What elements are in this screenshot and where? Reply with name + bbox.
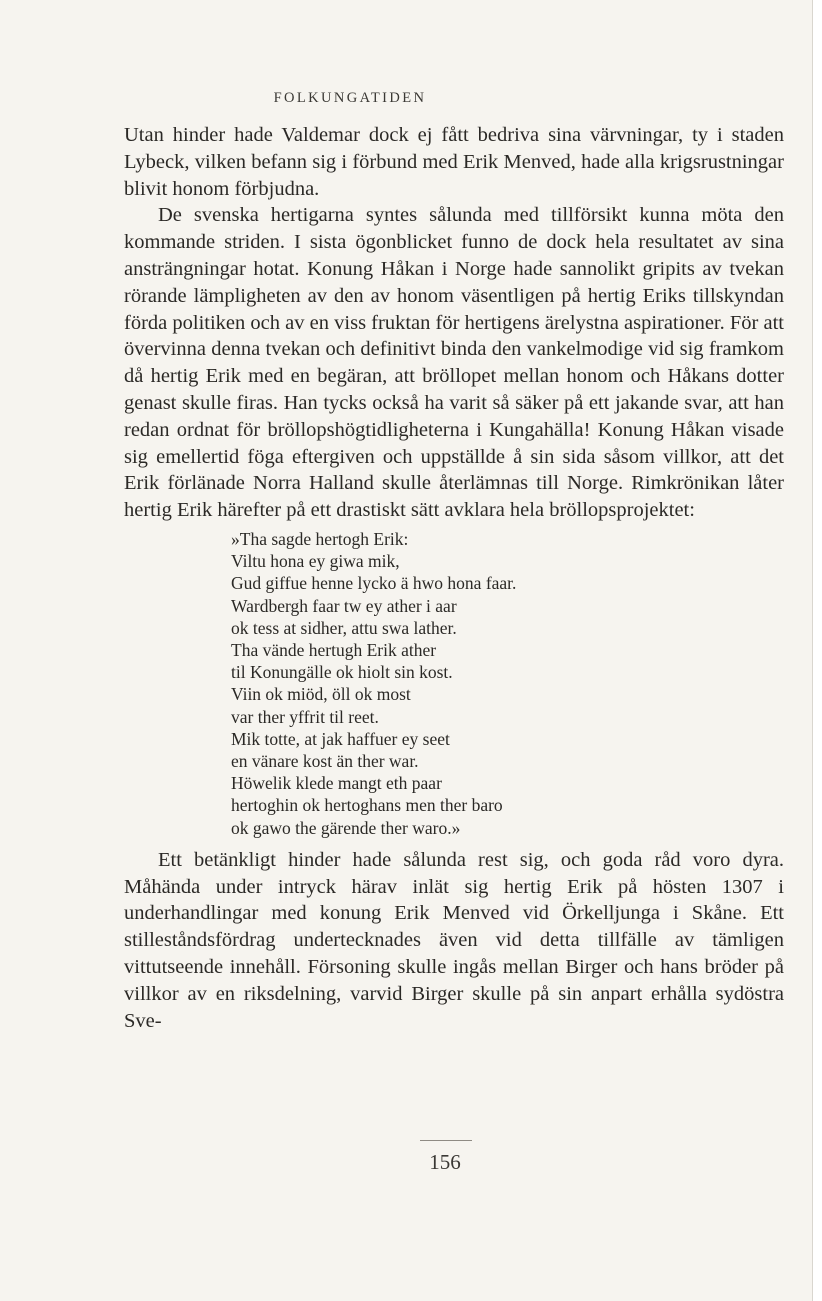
paragraph-1: Utan hinder hade Valdemar dock ej fått bedriva sina värvningar, ty i staden Lybeck, vilken befann sig i förbund med Erik Menved, hade alla krigsrustningar blivit honom förbjudna.: [124, 124, 784, 200]
poem-line: Tha vände hertugh Erik ather: [231, 639, 437, 660]
poem-line: Mik totte, at jak haffuer ey seet: [231, 728, 450, 749]
paragraph-2: De svenska hertigarna syntes sålunda med tillförsikt kunna möta den kommande striden. I sista ögonblicket funno de dock hela resultatet av sina ansträngningar hotat. Konung Håkan i Norge hade sannolikt gripits av tvekan rörande lämpligheten av den av honom väsentligen på hertig Eriks tillskyndan förda politiken och av en viss fruktan för hertigens ärelystna aspirationer. För att övervinna denna tvekan och definitivt binda den vankelmodige vid sig framkom då hertig Erik med en begäran, att bröllopet mellan honom och Håkans dotter genast skulle firas. Han tycks också ha varit så säker på ett jakande svar, att han redan ordnat för bröllopshögtidligheterna i Kungahälla! Konung Håkan visade sig emellertid föga eftergiven och uppställde å sin sida såsom villkor, att det Erik förlänade Norra Halland skulle återlämnas till Norge. Rimkrönikan låter hertig Erik härefter på ett drastiskt sätt avklara hela bröllopsprojektet:: [124, 204, 784, 522]
poem-line: Wardbergh faar tw ey ather i aar: [231, 595, 457, 616]
poem-line: en vänare kost än ther war.: [231, 750, 419, 771]
page-number: 156: [429, 1150, 461, 1174]
poem-line: ok gawo the gärende ther waro.»: [231, 817, 461, 838]
poem-line: Gud giffue henne lycko ä hwo hona faar.: [231, 573, 517, 594]
poem-line: Höwelik klede mangt eth paar: [231, 773, 442, 794]
page-body: [124, 122, 784, 1034]
folio-rule: [420, 1140, 472, 1141]
poem-line: var ther yffrit til reet.: [231, 706, 379, 727]
paragraph-3: Ett betänkligt hinder hade sålunda rest sig, och goda råd voro dyra. Måhända under intryck härav inlät sig hertig Erik på hösten 1307 i underhandlingar med konung Erik Menved vid Örkelljunga i Skåne. Ett stilleståndsfördrag undertecknades även vid detta tillfälle av tämligen vittutseende innehåll. Försoning skulle ingås mellan Birger och hans bröder på villkor av en riksdelning, varvid Birger skulle på sin anpart erhålla sydöstra Sve-: [124, 848, 784, 1032]
rhymed-chronicle-quote: [231, 528, 784, 839]
poem-line: Viltu hona ey giwa mik,: [231, 551, 400, 572]
poem-line: til Konungälle ok hiolt sin kost.: [231, 662, 453, 683]
poem-line: »Tha sagde hertogh Erik:: [231, 528, 409, 549]
running-title: FOLKUNGATIDEN: [273, 90, 427, 106]
poem-line: ok tess at sidher, attu swa lather.: [231, 617, 457, 638]
poem-line: Viin ok miöd, öll ok most: [231, 684, 411, 705]
poem-line: hertoghin ok hertoghans men ther baro: [231, 795, 503, 816]
